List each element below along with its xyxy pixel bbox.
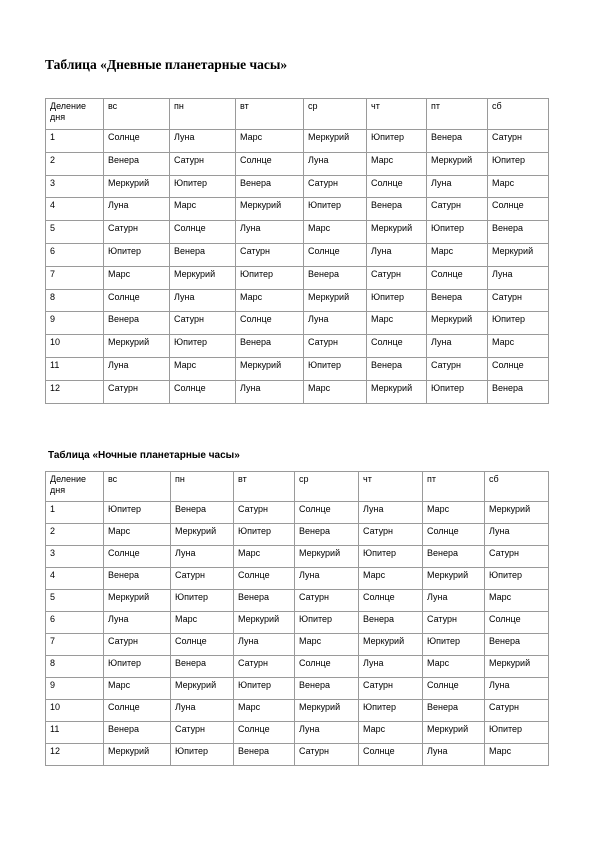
planet-cell: Солнце — [359, 590, 423, 612]
planet-cell: Меркурий — [236, 198, 304, 221]
planet-cell: Марс — [104, 678, 171, 700]
planet-cell: Юпитер — [427, 221, 488, 244]
planet-cell: Солнце — [367, 175, 427, 198]
planet-cell: Меркурий — [485, 502, 549, 524]
planet-cell: Сатурн — [367, 266, 427, 289]
planet-cell: Сатурн — [485, 546, 549, 568]
row-number-cell: 11 — [46, 722, 104, 744]
header-row — [46, 472, 549, 502]
planet-cell: Юпитер — [171, 590, 234, 612]
header-cell-weekday: вт — [236, 99, 304, 130]
planet-cell: Марс — [485, 744, 549, 766]
planet-cell: Венера — [295, 524, 359, 546]
planet-cell: Меркурий — [104, 590, 171, 612]
table-row — [46, 524, 549, 546]
planet-cell: Сатурн — [295, 744, 359, 766]
row-number-cell: 1 — [46, 502, 104, 524]
planet-cell: Венера — [367, 198, 427, 221]
planet-cell: Юпитер — [236, 266, 304, 289]
row-number-cell: 7 — [46, 634, 104, 656]
night-table-title: Таблица «Ночные планетарные часы» — [48, 450, 240, 461]
table-row — [46, 678, 549, 700]
row-number-cell: 11 — [46, 357, 104, 380]
planet-cell: Луна — [485, 678, 549, 700]
planet-cell: Венера — [423, 700, 485, 722]
planet-cell: Венера — [104, 568, 171, 590]
planet-cell: Венера — [171, 502, 234, 524]
planet-cell: Венера — [427, 289, 488, 312]
planet-cell: Сатурн — [423, 612, 485, 634]
planet-cell: Юпитер — [423, 634, 485, 656]
table-row — [46, 744, 549, 766]
planet-cell: Сатурн — [488, 289, 549, 312]
planet-cell: Солнце — [488, 357, 549, 380]
planet-cell: Марс — [234, 700, 295, 722]
planet-cell: Луна — [423, 590, 485, 612]
planet-cell: Луна — [236, 221, 304, 244]
planet-cell: Луна — [304, 312, 367, 335]
planet-cell: Юпитер — [104, 243, 170, 266]
planet-cell: Сатурн — [234, 502, 295, 524]
planet-cell: Сатурн — [304, 335, 367, 358]
header-cell-weekday: ср — [304, 99, 367, 130]
planet-cell: Юпитер — [234, 678, 295, 700]
planet-cell: Марс — [423, 656, 485, 678]
planet-cell: Марс — [236, 289, 304, 312]
planet-cell: Меркурий — [367, 221, 427, 244]
planet-cell: Луна — [170, 289, 236, 312]
table-row — [46, 243, 549, 266]
header-cell-weekday: пн — [170, 99, 236, 130]
header-cell-weekday: вс — [104, 99, 170, 130]
planet-cell: Юпитер — [427, 380, 488, 403]
planet-cell: Луна — [488, 266, 549, 289]
row-number-cell: 4 — [46, 198, 104, 221]
planet-cell: Сатурн — [295, 590, 359, 612]
planet-cell: Венера — [170, 243, 236, 266]
row-number-cell: 8 — [46, 289, 104, 312]
planet-cell: Луна — [171, 700, 234, 722]
planet-cell: Венера — [234, 744, 295, 766]
planet-cell: Венера — [488, 380, 549, 403]
planet-cell: Марс — [488, 335, 549, 358]
planet-cell: Меркурий — [104, 175, 170, 198]
planet-cell: Юпитер — [170, 175, 236, 198]
planet-cell: Солнце — [304, 243, 367, 266]
planet-cell: Венера — [485, 634, 549, 656]
planet-cell: Марс — [485, 590, 549, 612]
row-number-cell: 3 — [46, 175, 104, 198]
planet-cell: Солнце — [104, 289, 170, 312]
planet-cell: Венера — [104, 152, 170, 175]
planet-cell: Меркурий — [359, 634, 423, 656]
planet-cell: Марс — [488, 175, 549, 198]
header-cell-weekday: вт — [234, 472, 295, 502]
planet-cell: Солнце — [236, 312, 304, 335]
planet-cell: Солнце — [104, 700, 171, 722]
day-hours-table — [45, 98, 549, 404]
planet-cell: Марс — [234, 546, 295, 568]
header-cell-weekday: пт — [427, 99, 488, 130]
planet-cell: Солнце — [234, 722, 295, 744]
planet-cell: Луна — [104, 357, 170, 380]
planet-cell: Луна — [104, 198, 170, 221]
header-cell-division: Деление дня — [46, 99, 104, 130]
planet-cell: Марс — [423, 502, 485, 524]
table-row — [46, 380, 549, 403]
planet-cell: Венера — [488, 221, 549, 244]
table-row — [46, 502, 549, 524]
planet-cell: Меркурий — [295, 546, 359, 568]
header-cell-division: Деление дня — [46, 472, 104, 502]
row-number-cell: 4 — [46, 568, 104, 590]
planet-cell: Меркурий — [171, 678, 234, 700]
planet-cell: Солнце — [295, 656, 359, 678]
planet-cell: Сатурн — [359, 678, 423, 700]
planet-cell: Юпитер — [104, 656, 171, 678]
table-row — [46, 335, 549, 358]
planet-cell: Сатурн — [427, 357, 488, 380]
header-cell-weekday: чт — [367, 99, 427, 130]
header-cell-weekday: ср — [295, 472, 359, 502]
table-row — [46, 656, 549, 678]
header-cell-weekday: сб — [485, 472, 549, 502]
header-cell-weekday: сб — [488, 99, 549, 130]
table-row — [46, 700, 549, 722]
planet-cell: Юпитер — [104, 502, 171, 524]
planet-cell: Юпитер — [295, 612, 359, 634]
planet-cell: Марс — [359, 722, 423, 744]
planet-cell: Луна — [234, 634, 295, 656]
row-number-cell: 10 — [46, 335, 104, 358]
planet-cell: Сатурн — [104, 380, 170, 403]
planet-cell: Меркурий — [423, 722, 485, 744]
header-cell-weekday: пн — [171, 472, 234, 502]
planet-cell: Юпитер — [170, 335, 236, 358]
planet-cell: Сатурн — [104, 221, 170, 244]
row-number-cell: 5 — [46, 221, 104, 244]
table-row — [46, 221, 549, 244]
table-row — [46, 130, 549, 153]
row-number-cell: 2 — [46, 524, 104, 546]
planet-cell: Сатурн — [170, 312, 236, 335]
table-row — [46, 612, 549, 634]
planet-cell: Меркурий — [488, 243, 549, 266]
row-number-cell: 12 — [46, 380, 104, 403]
planet-cell: Марс — [104, 266, 170, 289]
planet-cell: Сатурн — [427, 198, 488, 221]
planet-cell: Сатурн — [170, 152, 236, 175]
header-cell-weekday: пт — [423, 472, 485, 502]
planet-cell: Юпитер — [304, 357, 367, 380]
planet-cell: Сатурн — [485, 700, 549, 722]
planet-cell: Венера — [304, 266, 367, 289]
planet-cell: Меркурий — [367, 380, 427, 403]
planet-cell: Юпитер — [488, 312, 549, 335]
planet-cell: Марс — [295, 634, 359, 656]
table-row — [46, 312, 549, 335]
planet-cell: Марс — [236, 130, 304, 153]
planet-cell: Венера — [427, 130, 488, 153]
planet-cell: Солнце — [423, 678, 485, 700]
planet-cell: Луна — [236, 380, 304, 403]
planet-cell: Луна — [104, 612, 171, 634]
planet-cell: Солнце — [170, 221, 236, 244]
planet-cell: Сатурн — [171, 722, 234, 744]
row-number-cell: 12 — [46, 744, 104, 766]
planet-cell: Меркурий — [234, 612, 295, 634]
planet-cell: Меркурий — [295, 700, 359, 722]
planet-cell: Сатурн — [236, 243, 304, 266]
planet-cell: Сатурн — [304, 175, 367, 198]
planet-cell: Луна — [427, 335, 488, 358]
table-row — [46, 546, 549, 568]
planet-cell: Юпитер — [359, 700, 423, 722]
planet-cell: Солнце — [295, 502, 359, 524]
planet-cell: Луна — [170, 130, 236, 153]
planet-cell: Луна — [295, 568, 359, 590]
row-number-cell: 8 — [46, 656, 104, 678]
planet-cell: Венера — [234, 590, 295, 612]
planet-cell: Марс — [171, 612, 234, 634]
planet-cell: Сатурн — [234, 656, 295, 678]
row-number-cell: 7 — [46, 266, 104, 289]
planet-cell: Солнце — [485, 612, 549, 634]
planet-cell: Солнце — [171, 634, 234, 656]
planet-cell: Солнце — [104, 130, 170, 153]
day-table-title: Таблица «Дневные планетарные часы» — [45, 57, 288, 72]
planet-cell: Марс — [367, 312, 427, 335]
planet-cell: Юпитер — [304, 198, 367, 221]
header-cell-weekday: вс — [104, 472, 171, 502]
table-row — [46, 152, 549, 175]
table-row — [46, 568, 549, 590]
planet-cell: Солнце — [423, 524, 485, 546]
planet-cell: Юпитер — [488, 152, 549, 175]
planet-cell: Венера — [423, 546, 485, 568]
row-number-cell: 1 — [46, 130, 104, 153]
row-number-cell: 6 — [46, 612, 104, 634]
table-row — [46, 590, 549, 612]
planet-cell: Луна — [485, 524, 549, 546]
planet-cell: Луна — [427, 175, 488, 198]
header-cell-weekday: чт — [359, 472, 423, 502]
planet-cell: Меркурий — [304, 130, 367, 153]
table-row — [46, 175, 549, 198]
planet-cell: Венера — [236, 335, 304, 358]
table-row — [46, 289, 549, 312]
planet-cell: Солнце — [367, 335, 427, 358]
planet-cell: Марс — [427, 243, 488, 266]
planet-cell: Меркурий — [104, 744, 171, 766]
planet-cell: Луна — [171, 546, 234, 568]
planet-cell: Сатурн — [171, 568, 234, 590]
planet-cell: Венера — [104, 722, 171, 744]
planet-cell: Юпитер — [171, 744, 234, 766]
row-number-cell: 5 — [46, 590, 104, 612]
planet-cell: Солнце — [488, 198, 549, 221]
planet-cell: Венера — [295, 678, 359, 700]
planet-cell: Луна — [304, 152, 367, 175]
planet-cell: Меркурий — [304, 289, 367, 312]
table-row — [46, 198, 549, 221]
planet-cell: Юпитер — [234, 524, 295, 546]
planet-cell: Солнце — [236, 152, 304, 175]
planet-cell: Меркурий — [485, 656, 549, 678]
table-row — [46, 722, 549, 744]
table-row — [46, 357, 549, 380]
planet-cell: Сатурн — [104, 634, 171, 656]
planet-cell: Меркурий — [170, 266, 236, 289]
planet-cell: Юпитер — [359, 546, 423, 568]
planet-cell: Марс — [304, 380, 367, 403]
planet-cell: Марс — [170, 357, 236, 380]
planet-cell: Марс — [170, 198, 236, 221]
planet-cell: Юпитер — [367, 130, 427, 153]
planet-cell: Меркурий — [427, 312, 488, 335]
planet-cell: Венера — [171, 656, 234, 678]
planet-cell: Луна — [295, 722, 359, 744]
planet-cell: Сатурн — [359, 524, 423, 546]
row-number-cell: 6 — [46, 243, 104, 266]
planet-cell: Венера — [359, 612, 423, 634]
planet-cell: Марс — [367, 152, 427, 175]
planet-cell: Луна — [423, 744, 485, 766]
row-number-cell: 10 — [46, 700, 104, 722]
planet-cell: Сатурн — [488, 130, 549, 153]
planet-cell: Солнце — [359, 744, 423, 766]
table-row — [46, 634, 549, 656]
planet-cell: Солнце — [170, 380, 236, 403]
planet-cell: Меркурий — [423, 568, 485, 590]
planet-cell: Солнце — [234, 568, 295, 590]
planet-cell: Венера — [236, 175, 304, 198]
row-number-cell: 9 — [46, 312, 104, 335]
planet-cell: Луна — [367, 243, 427, 266]
planet-cell: Марс — [359, 568, 423, 590]
planet-cell: Венера — [367, 357, 427, 380]
row-number-cell: 9 — [46, 678, 104, 700]
planet-cell: Луна — [359, 656, 423, 678]
planet-cell: Меркурий — [236, 357, 304, 380]
planet-cell: Марс — [304, 221, 367, 244]
planet-cell: Венера — [104, 312, 170, 335]
planet-cell: Меркурий — [104, 335, 170, 358]
table-row — [46, 266, 549, 289]
planet-cell: Луна — [359, 502, 423, 524]
planet-cell: Меркурий — [427, 152, 488, 175]
planet-cell: Солнце — [427, 266, 488, 289]
row-number-cell: 3 — [46, 546, 104, 568]
planet-cell: Юпитер — [485, 568, 549, 590]
planet-cell: Юпитер — [485, 722, 549, 744]
night-hours-table — [45, 471, 549, 766]
header-row — [46, 99, 549, 130]
planet-cell: Меркурий — [171, 524, 234, 546]
planet-cell: Юпитер — [367, 289, 427, 312]
row-number-cell: 2 — [46, 152, 104, 175]
planet-cell: Солнце — [104, 546, 171, 568]
planet-cell: Марс — [104, 524, 171, 546]
